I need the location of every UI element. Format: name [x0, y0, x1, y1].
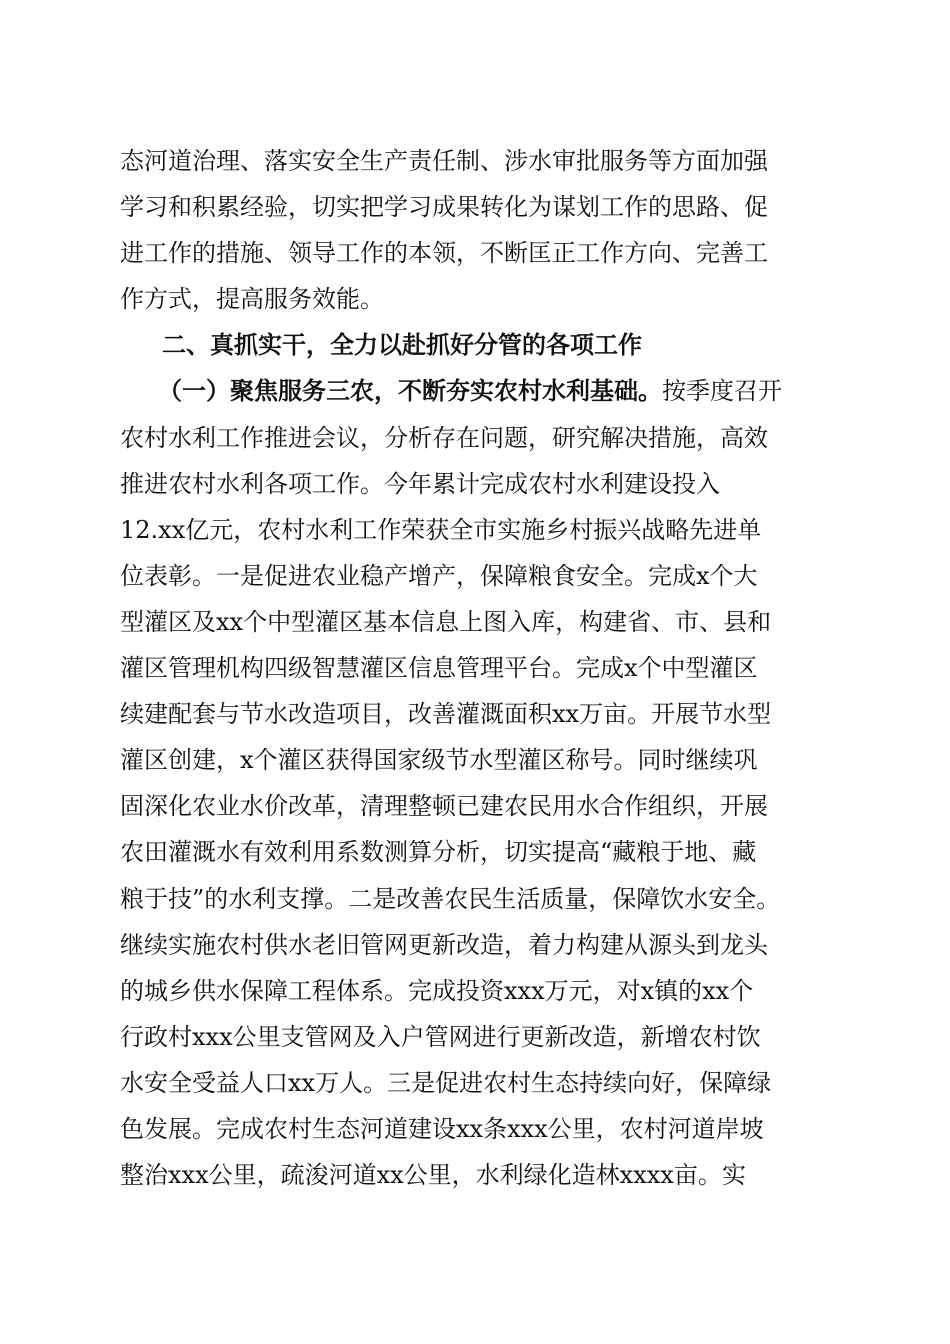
- text-line: 灌区创建，x个灌区获得国家级节水型灌区称号。同时继续巩: [120, 746, 758, 775]
- text-line: 农村水利工作推进会议，分析存在问题，研究解决措施，高效: [120, 423, 768, 452]
- text-line: 农田灌溉水有效利用系数测算分析，切实提高“藏粮于地、藏: [120, 838, 757, 867]
- text-line: 进工作的措施、领导工作的本领，不断匡正工作方向、完善工: [120, 239, 768, 268]
- text-line: 推进农村水利各项工作。今年累计完成农村水利建设投入: [120, 469, 720, 498]
- text-line: 色发展。完成农村生态河道建设xx条xxx公里，农村河道岸坡: [120, 1114, 764, 1143]
- text-line: 粮于技”的水利支撑。二是改善农民生活质量，保障饮水安全。: [120, 884, 781, 913]
- text-line: 位表彰。一是促进农业稳产增产，保障粮食安全。完成x个大: [120, 561, 758, 590]
- text-line: 整治xxx公里，疏浚河道xx公里，水利绿化造林xxxx亩。实: [120, 1161, 746, 1190]
- text-line: 行政村xxx公里支管网及入户管网进行更新改造，新增农村饮: [120, 1022, 761, 1051]
- text-line: 的城乡供水保障工程体系。完成投资xxx万元，对x镇的xx个: [120, 976, 754, 1005]
- document-body: [120, 138, 830, 1198]
- text-line: 学习和积累经验，切实把学习成果转化为谋划工作的思路、促: [120, 193, 768, 222]
- text-line: 继续实施农村供水老旧管网更新改造，着力构建从源头到龙头: [120, 930, 768, 959]
- section-heading: 二、真抓实干，全力以赴抓好分管的各项工作: [162, 331, 642, 360]
- text-line: 作方式，提高服务效能。: [120, 285, 384, 314]
- text-line: 12.xx亿元，农村水利工作荣获全市实施乡村振兴战略先进单: [120, 515, 762, 544]
- text-line: 态河道治理、落实安全生产责任制、涉水审批服务等方面加强: [120, 147, 768, 175]
- text-line: 续建配套与节水改造项目，改善灌溉面积xx万亩。开展节水型: [120, 700, 772, 729]
- text-line: 型灌区及xx个中型灌区基本信息上图入库，构建省、市、县和: [120, 607, 772, 636]
- text-line: 水安全受益人口xx万人。三是促进农村生态持续向好，保障绿: [120, 1068, 772, 1097]
- subsection-first-line-text: 按季度召开: [662, 377, 782, 406]
- subsection-first-line: [120, 368, 830, 414]
- text-line: 固深化农业水价改革，清理整顿已建农民用水合作组织，开展: [120, 792, 768, 821]
- text-line: 灌区管理机构四级智慧灌区信息管理平台。完成x个中型灌区: [120, 654, 758, 683]
- subsection-title: （一）聚焦服务三农，不断夯实农村水利基础。: [158, 377, 662, 406]
